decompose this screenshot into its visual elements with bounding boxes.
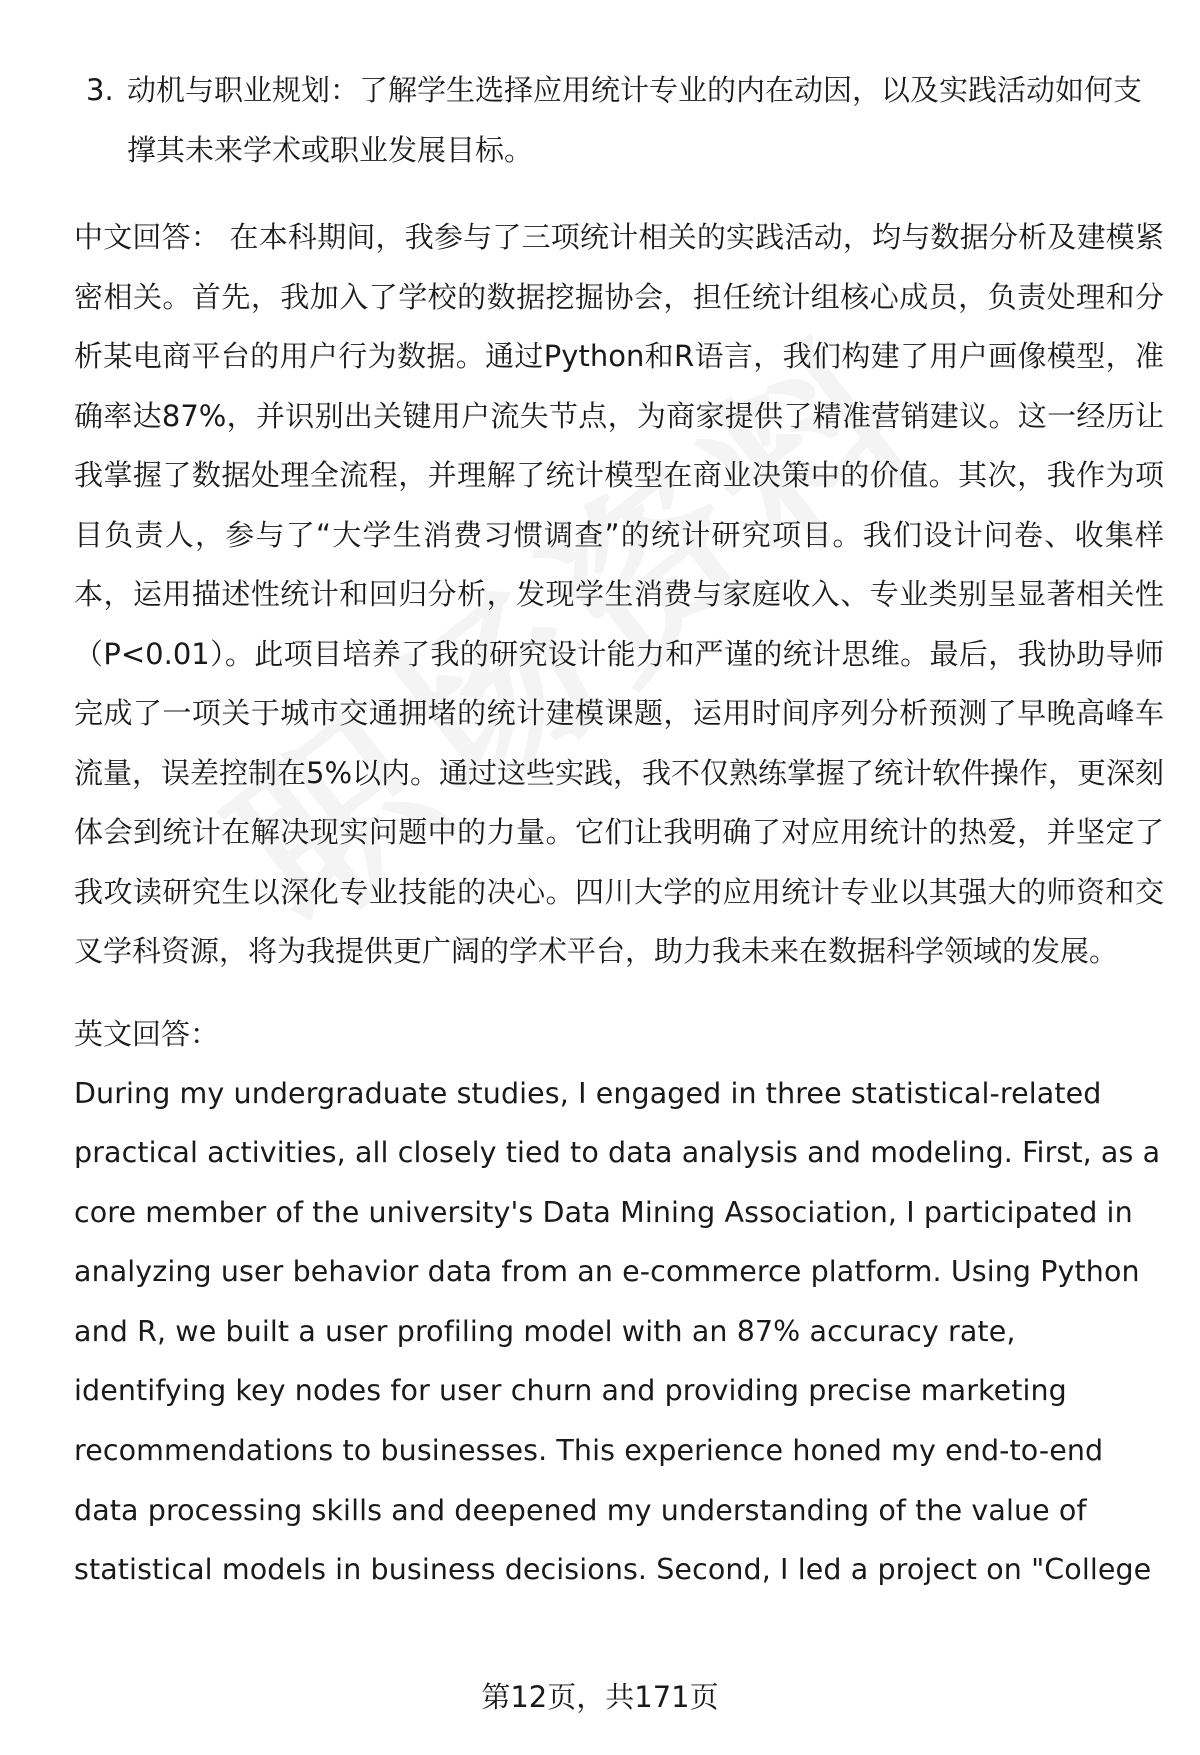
list-item bbox=[74, 60, 1164, 180]
list-item-number: 3. bbox=[86, 73, 114, 107]
english-answer-label: 英文回答： bbox=[74, 1016, 220, 1051]
chinese-answer-paragraph bbox=[74, 208, 1164, 982]
page-content bbox=[74, 60, 1164, 1600]
chinese-answer-label: 中文回答： bbox=[74, 220, 221, 254]
page-number-footer: 第12页，共171页 bbox=[481, 1680, 719, 1714]
chinese-answer-text: 在本科期间，我参与了三项统计相关的实践活动，均与数据分析及建模紧密相关。首先，我加入了学校的数据挖掘协会，担任统计组核心成员，负责处理和分析某电商平台的用户行为数据。通过Python和R语言，我们构建了用户画像模型，准确率达87%，并识别出关键用户流失节点，为商家提供了精准营销建议。这一经历让我掌握了数据处理全流程，并理解了统计模型在商业决策中的价值。其次，我作为项目负责人，参与了“大学生消费习惯调查”的统计研究项目。我们设计问卷、收集样本，运用描述性统计和回归分析，发现学生消费与家庭收入、专业类别呈显著相关性（P<0.01）。此项目培养了我的研究设计能力和严谨的统计思维。最后，我协助导师完成了一项关于城市交通拥堵的统计建模课题，运用时间序列分析预测了早晚高峰车流量，误差控制在5%以内。通过这些实践，我不仅熟练掌握了统计软件操作，更深刻体会到统计在解决现实问题中的力量。它们让我明确了对应用统计的热爱，并坚定了我攻读研究生以深化专业技能的决心。四川大学的应用统计专业以其强大的师资和交叉学科资源，将为我提供更广阔的学术平台，助力我未来在数据科学领域的发展。 bbox=[74, 220, 1165, 968]
english-answer-text: During my undergraduate studies, I engaged in three statistical-related practical activities, all closely tied to data analysis and modeling. First, as a core member of the university's Data Mining Association, I participated in analyzing user behavior data from an e-commerce platform. Using Python and R, we built a user profiling model with an 87% accuracy rate, identifying key nodes for user churn and providing precise marketing recommendations to businesses. This experience honed my end-to-end data processing skills and deepened my understanding of the value of statistical models in business decisions. Second, I led a project on "College bbox=[74, 1076, 1161, 1587]
list-item-text: 动机与职业规划：了解学生选择应用统计专业的内在动因，以及实践活动如何支撑其未来学术或职业发展目标。 bbox=[127, 73, 1143, 167]
